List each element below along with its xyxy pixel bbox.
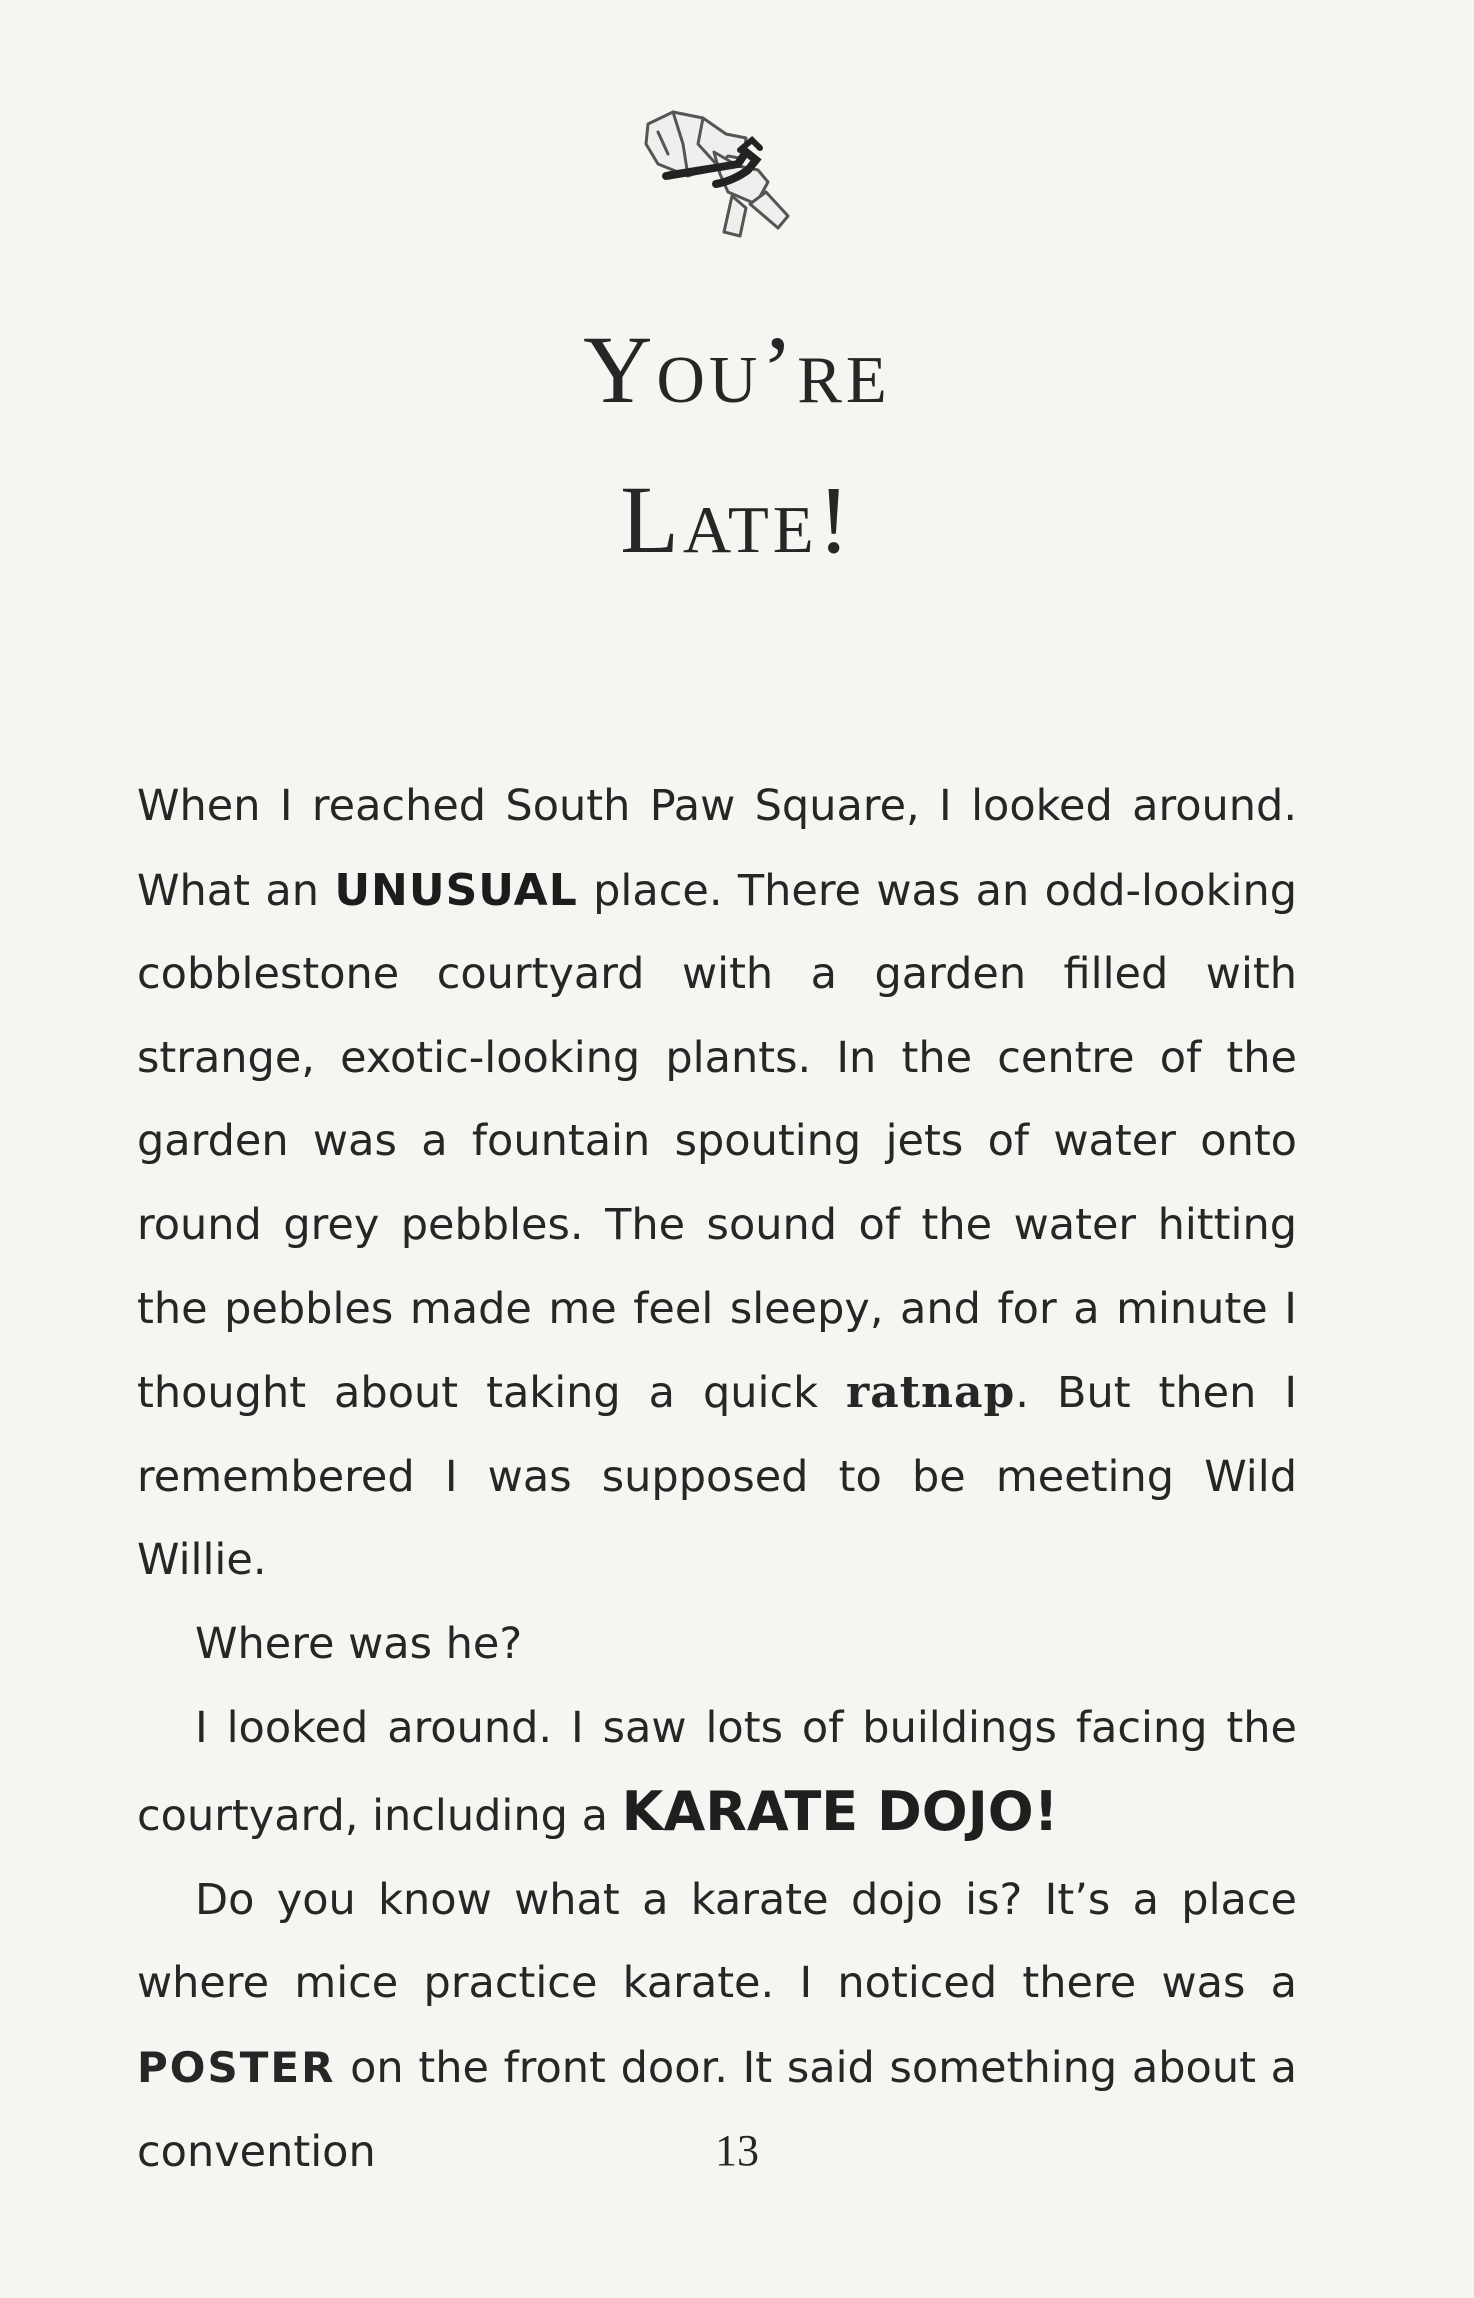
text-run: Do you know what a karate dojo is? It’s a place where mice practice karate. I noticed there was a — [137, 1874, 1297, 2009]
text-run: on the front door. It said something about a convention — [137, 2042, 1297, 2177]
text-run: place. There was an odd-looking cobblestone courtyard with a garden filled with strange, exotic-looking plants. In the centre of the garden was a fountain spouting jets of water onto round grey pebbles. The sound of the water hitting the pebbles made me feel sleepy, and for a minute I thought about taking a quick — [137, 865, 1298, 1419]
emphasis-word-poster: POSTER — [137, 2042, 336, 2092]
text-run: . But then I remembered I was supposed to be meeting Wild Willie. — [137, 1368, 1297, 1586]
paragraph — [137, 765, 1297, 1603]
emphasis-word-unusual: UNUSUAL — [334, 864, 578, 916]
emphasis-word-karate: KARATE DOJO! — [621, 1780, 1059, 1844]
text-run: I looked around. I saw lots of buildings facing the courtyard, including a — [137, 1702, 1297, 1842]
paragraph — [137, 1603, 1297, 1687]
emphasis-word-ratnap: ratnap — [846, 1367, 1016, 1419]
chapter-title-line-1: You’re — [583, 316, 891, 423]
text-run: When I reached South Paw Square, I looked around. What an — [137, 781, 1297, 916]
karate-gi-icon — [628, 104, 808, 274]
paragraph — [137, 1687, 1297, 1859]
text-run: Where was he? — [195, 1618, 523, 1669]
chapter-title-line-2: Late! — [620, 466, 854, 573]
page-number: 13 — [715, 2126, 759, 2175]
chapter-body — [137, 765, 1297, 2194]
